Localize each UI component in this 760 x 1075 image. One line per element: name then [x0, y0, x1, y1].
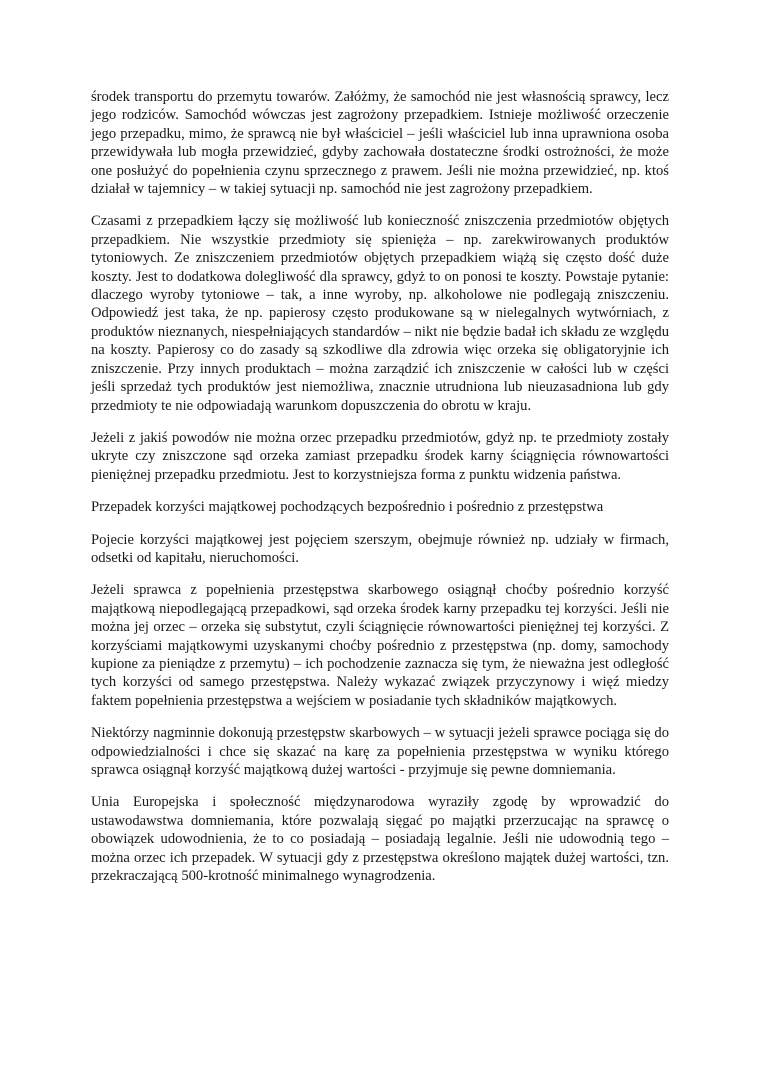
- paragraph-presumptions: Niektórzy nagminnie dokonują przestępstw skarbowych – w sytuacji jeżeli sprawce pociąga się do odpowiedzialności i chce się skazać na karę za popełnienia przestępstwa w wyniku którego sprawca osiągnął korzyść majątkową dużej wartości - przyjmuje się pewne domniemania.: [91, 725, 669, 778]
- section-heading-forfeiture-of-benefits: Przepadek korzyści majątkowej pochodzących bezpośrednio i pośrednio z przestępstwa: [91, 499, 604, 516]
- paragraph-monetary-equivalent: Jeżeli z jakiś powodów nie można orzec przepadku przedmiotów, gdyż np. te przedmioty zostały ukryte czy zniszczone sąd orzeka zamiast przepadku środek karny ściągnięcia równowartości pieniężnej przepadku przedmiotu. Jest to korzystniejsza forma z punktu widzenia państwa.: [91, 429, 669, 483]
- paragraph-vehicle-forfeiture: środek transportu do przemytu towarów. Załóżmy, że samochód nie jest własnością sprawcy, lecz jego rodziców. Samochód wówczas jest zagrożony przepadkiem. Istnieje możliwość orzeczenie jego przepadku, mimo, że sprawcą nie był właściciel – jeśli właściciel lub inna uprawniona osoba przewidywała lub mogła przewidzieć, gdyby zachowała dostateczne środki ostrożności, że może one posłużyć do popełnienia czynu sprzecznego z prawem. Jeśli nie można przewidzieć, np. ktoś działał w tajemnicy – w takiej sytuacji np. samochód nie jest zagrożony przepadkiem.: [91, 89, 669, 198]
- paragraph-destruction-of-items: Czasami z przepadkiem łączy się możliwość lub konieczność zniszczenia przedmiotów objętych przepadkiem. Nie wszystkie przedmioty się spienięża – np. zarekwirowanych produktów tytoniowych. Ze zniszczeniem przedmiotów objętych przepadkiem wiążą się często dość duże koszty. Jest to dodatkowa dolegliwość dla sprawcy, gdyż to on ponosi te koszty. Powstaje pytanie: dlaczego wyroby tytoniowe – tak, a inne wyroby, np. alkoholowe nie podlegają zniszczeniu. Odpowiedź jest taka, że np. papierosy często produkowane są w nielegalnych wytwórniach, z produktów nieznanych, niespełniających standardów – nikt nie będzie badał ich składu ze względu na koszty. Papierosy co do zasady są szkodliwe dla zdrowia więc orzeka się obligatoryjnie ich zniszczenie. Przy innych produktach – można zarządzić ich zniszczenie w całości lub w części jeśli sprzedaż tych produktów jest niemożliwa, znacznie utrudniona lub nieuzasadniona lub gdy przedmioty te nie odpowiadają warunkom dopuszczenia do obrotu w kraju.: [91, 213, 669, 414]
- paragraph-benefit-definition: Pojecie korzyści majątkowej jest pojęciem szerszym, obejmuje również np. udziały w firmach, odsetki od kapitału, nieruchomości.: [91, 531, 669, 566]
- document-page: [91, 88, 669, 899]
- paragraph-benefit-forfeiture: Jeżeli sprawca z popełnienia przestępstwa skarbowego osiągnął choćby pośrednio korzyść majątkową niepodlegającą przepadkowi, sąd orzeka środek karny przepadku tej korzyści. Jeśli nie można jej orzec – orzeka się substytut, czyli ściągnięcie równowartości pieniężnej tej korzyści. Z korzyściami majątkowymi uzyskanymi choćby pośrednio z przestępstwa (np. domy, samochody kupione za pieniądze z przemytu) – ich pochodzenie zaznacza się tym, że nieważna jest odległość tych korzyści od samego przestępstwa. Należy wykazać związek przyczynowy i więź miedzy faktem popełnienia przestępstwa a wejściem w posiadanie tych składników majątkowych.: [91, 582, 669, 709]
- paragraph-eu-presumptions: Unia Europejska i społeczność międzynarodowa wyraziły zgodę by wprowadzić do ustawodawstwa domniemania, które pozwalają sięgać po majątki przerzucając na sprawcę o obowiązek udowodnienia, że to co posiadają – posiadają legalnie. Jeśli nie udowodnią tego – można orzec ich przepadek. W sytuacji gdy z przestępstwa określono majątek dużej wartości, tzn. przekraczającą 500-krotność minimalnego wynagrodzenia.: [91, 794, 669, 885]
